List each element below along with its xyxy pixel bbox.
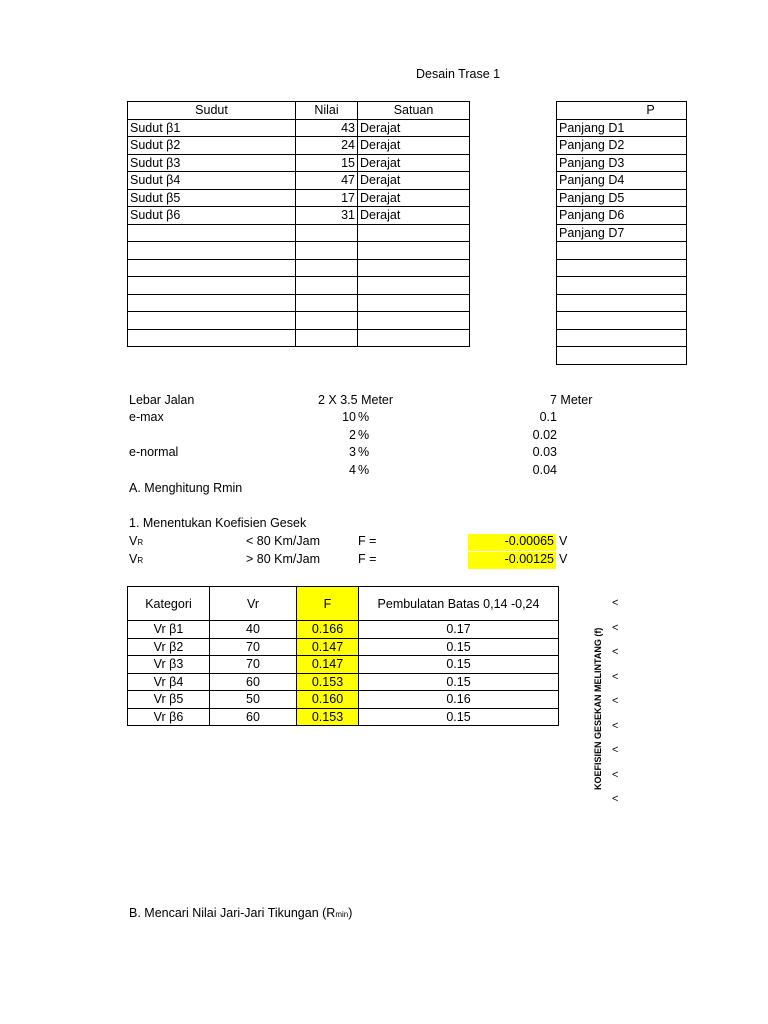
vr-letter: V (129, 551, 138, 566)
empty-cell (557, 242, 687, 260)
sudut-row (128, 172, 470, 190)
param-percent: % (358, 445, 370, 460)
empty-cell (358, 224, 470, 242)
kategori-cell: Vr β3 (128, 656, 210, 674)
sudut-empty-row (128, 224, 470, 242)
lebar-value: 2 X 3.5 Meter (318, 393, 394, 407)
panjang-empty-row (557, 347, 687, 365)
vr-cell: 60 (210, 673, 297, 691)
coef-var: V (559, 534, 568, 548)
kategori-cell: Vr β5 (128, 691, 210, 709)
sudut-name: Sudut β3 (128, 154, 296, 172)
panjang-label: Panjang D2 (557, 137, 687, 155)
satuan-header: Satuan (358, 102, 470, 120)
sudut-unit: Derajat (358, 189, 470, 207)
param-number: 10 (342, 410, 356, 424)
panjang-empty-row (557, 329, 687, 347)
pembulatan-header: Pembulatan Batas 0,14 -0,24 (359, 587, 559, 621)
panjang-label: Panjang D4 (557, 172, 687, 190)
speed-condition: < 80 Km/Jam (246, 534, 320, 548)
empty-cell (557, 312, 687, 330)
f-cell: 0.147 (297, 638, 359, 656)
chart-tick-mark: < (612, 646, 619, 658)
f-cell: 0.160 (297, 691, 359, 709)
sudut-value: 17 (296, 189, 358, 207)
panjang-header: P (557, 102, 687, 120)
param-number: 3 (349, 445, 356, 460)
chart-tick-mark: < (612, 744, 619, 756)
panjang-empty-row (557, 277, 687, 295)
f-equals: F = (358, 551, 377, 566)
vr-cell: 50 (210, 691, 297, 709)
empty-cell (128, 242, 296, 260)
empty-cell (358, 259, 470, 277)
panjang-empty-row (557, 294, 687, 312)
sudut-unit: Derajat (358, 207, 470, 225)
panjang-row (557, 119, 687, 137)
param-percent: % (358, 463, 370, 478)
vr-cell: 60 (210, 708, 297, 726)
sudut-unit: Derajat (358, 119, 470, 137)
sudut-name: Sudut β4 (128, 172, 296, 190)
empty-cell (296, 277, 358, 295)
chart-tick-mark: < (612, 670, 619, 683)
page-title: Desain Trase 1 (416, 67, 501, 81)
section-b-close: ) (348, 906, 353, 920)
panjang-row (557, 189, 687, 207)
empty-cell (296, 329, 358, 347)
empty-cell (128, 224, 296, 242)
empty-cell (296, 242, 358, 260)
pembulatan-cell: 0.15 (359, 673, 559, 691)
sudut-unit: Derajat (358, 172, 470, 190)
empty-cell (296, 259, 358, 277)
sudut-empty-row (128, 294, 470, 312)
param-decimal: 0.1 (539, 410, 557, 424)
sudut-empty-row (128, 329, 470, 347)
section-b-sub: min (335, 910, 349, 919)
sudut-row (128, 154, 470, 172)
param-decimal: 0.04 (532, 463, 557, 478)
section-b-text: B. Mencari Nilai Jari-Jari Tikungan (R (129, 906, 336, 920)
empty-cell (128, 329, 296, 347)
vr-symbol (129, 534, 143, 548)
section-b-heading (129, 906, 352, 920)
sudut-unit: Derajat (358, 137, 470, 155)
section-a-heading: A. Menghitung Rmin (129, 481, 243, 495)
empty-cell (296, 224, 358, 242)
param-decimal: 0.02 (532, 427, 557, 442)
lebar-label: Lebar Jalan (129, 393, 195, 407)
panjang-row (557, 224, 687, 242)
empty-cell (296, 312, 358, 330)
vr-header: Vr (210, 587, 297, 621)
panjang-label: Panjang D3 (557, 154, 687, 172)
empty-cell (128, 259, 296, 277)
panjang-table (556, 101, 687, 365)
empty-cell (128, 312, 296, 330)
sudut-empty-row (128, 312, 470, 330)
coef-value: -0.00125 (468, 552, 556, 569)
kategori-row (128, 638, 559, 656)
pembulatan-cell: 0.15 (359, 708, 559, 726)
kategori-cell: Vr β2 (128, 638, 210, 656)
param-number: 4 (349, 463, 356, 478)
vr-letter: V (129, 534, 138, 548)
chart-tick-mark: < (612, 695, 619, 707)
panjang-label: Panjang D7 (557, 224, 687, 242)
chart-axis-label: KOEFISIEN GESEKAN MELINTANG (f) (593, 627, 603, 790)
f-cell: 0.147 (297, 656, 359, 674)
kategori-cell: Vr β4 (128, 673, 210, 691)
vr-subscript: R (137, 538, 144, 547)
f-cell: 0.153 (297, 673, 359, 691)
param-number: 2 (349, 427, 356, 442)
enormal-label: e-normal (129, 445, 179, 459)
sudut-table (127, 101, 470, 347)
sudut-value: 15 (296, 154, 358, 172)
chart-tick-mark: < (612, 621, 619, 634)
vr-subscript: R (137, 555, 144, 565)
sudut-value: 31 (296, 207, 358, 225)
panjang-label: Panjang D5 (557, 189, 687, 207)
sudut-row (128, 189, 470, 207)
panjang-label: Panjang D6 (557, 207, 687, 225)
empty-cell (358, 312, 470, 330)
sudut-empty-row (128, 277, 470, 295)
param-percent: % (358, 410, 370, 424)
vr-cell: 70 (210, 656, 297, 674)
sudut-name: Sudut β6 (128, 207, 296, 225)
coef-value: -0.00065 (468, 534, 556, 551)
empty-cell (358, 242, 470, 260)
empty-cell (557, 277, 687, 295)
empty-cell (358, 329, 470, 347)
vr-cell: 40 (210, 621, 297, 639)
empty-cell (128, 294, 296, 312)
nilai-header: Nilai (296, 102, 358, 120)
pembulatan-cell: 0.17 (359, 621, 559, 639)
kategori-cell: Vr β6 (128, 708, 210, 726)
sudut-header: Sudut (128, 102, 296, 120)
pembulatan-cell: 0.15 (359, 656, 559, 674)
kategori-header: Kategori (128, 587, 210, 621)
sudut-value: 47 (296, 172, 358, 190)
pembulatan-cell: 0.15 (359, 638, 559, 656)
kategori-row (128, 656, 559, 674)
coef-var: V (559, 551, 568, 566)
chart-tick-mark: < (612, 597, 619, 609)
param-percent: % (358, 427, 370, 442)
sudut-name: Sudut β5 (128, 189, 296, 207)
kategori-row (128, 708, 559, 726)
f-cell: 0.153 (297, 708, 359, 726)
vr-cell: 70 (210, 638, 297, 656)
pembulatan-cell: 0.16 (359, 691, 559, 709)
sudut-value: 43 (296, 119, 358, 137)
kategori-row (128, 673, 559, 691)
empty-cell (358, 277, 470, 295)
panjang-row (557, 154, 687, 172)
f-cell: 0.166 (297, 621, 359, 639)
panjang-label: Panjang D1 (557, 119, 687, 137)
panjang-row (557, 172, 687, 190)
panjang-empty-row (557, 259, 687, 277)
sudut-row (128, 119, 470, 137)
vr-symbol (129, 552, 143, 566)
kategori-cell: Vr β1 (128, 621, 210, 639)
kategori-row (128, 691, 559, 709)
friction-chart-fragment (588, 590, 628, 810)
empty-cell (296, 294, 358, 312)
sudut-empty-row (128, 242, 470, 260)
lebar-total: 7 Meter (550, 393, 593, 407)
kategori-table (127, 586, 559, 726)
sudut-row (128, 137, 470, 155)
sudut-name: Sudut β2 (128, 137, 296, 155)
empty-cell (557, 294, 687, 312)
f-header: F (297, 587, 359, 621)
panjang-row (557, 207, 687, 225)
sudut-name: Sudut β1 (128, 119, 296, 137)
koef-title: 1. Menentukan Koefisien Gesek (129, 516, 307, 530)
sudut-unit: Derajat (358, 154, 470, 172)
emax-label: e-max (129, 410, 164, 424)
empty-cell (128, 277, 296, 295)
kategori-row (128, 621, 559, 639)
chart-tick-mark: < (612, 768, 619, 781)
empty-cell (557, 347, 687, 365)
panjang-empty-row (557, 242, 687, 260)
panjang-empty-row (557, 312, 687, 330)
empty-cell (557, 329, 687, 347)
chart-tick-mark: < (612, 793, 619, 805)
sudut-value: 24 (296, 137, 358, 155)
empty-cell (358, 294, 470, 312)
param-decimal: 0.03 (532, 445, 557, 460)
f-equals: F = (358, 534, 377, 548)
sudut-empty-row (128, 259, 470, 277)
speed-condition: > 80 Km/Jam (246, 551, 320, 566)
panjang-row (557, 137, 687, 155)
chart-tick-mark: < (612, 719, 619, 732)
empty-cell (557, 259, 687, 277)
sudut-row (128, 207, 470, 225)
